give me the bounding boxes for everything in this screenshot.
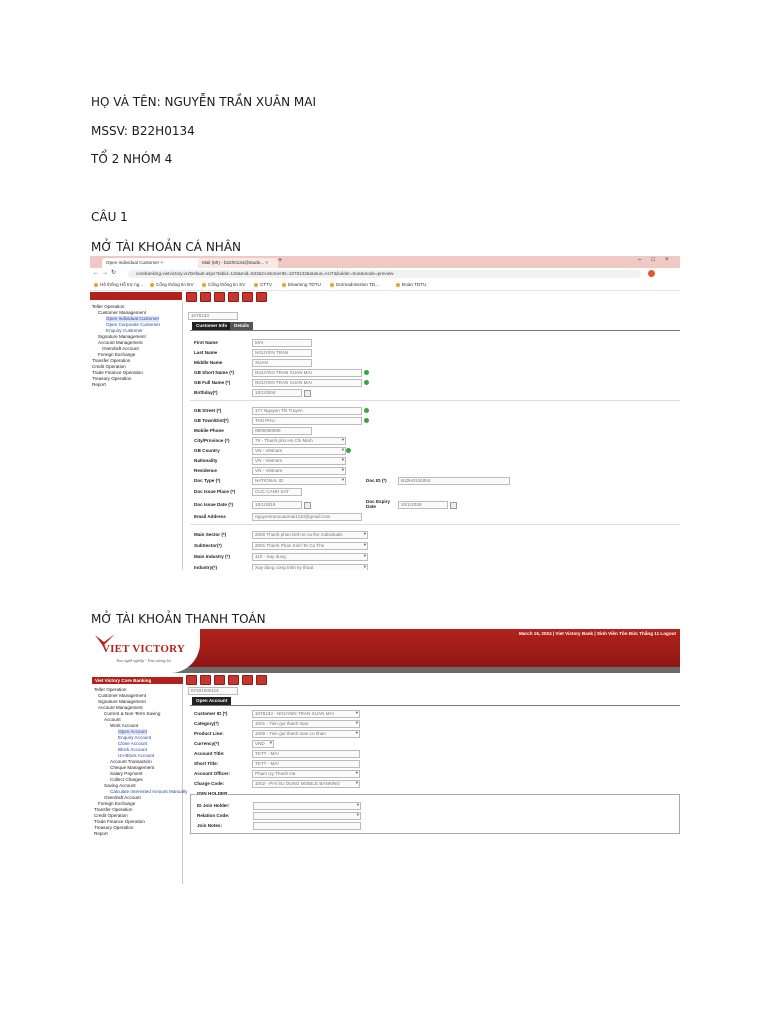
field-label: Short Title: xyxy=(194,761,219,766)
tree-item[interactable]: Current & Non-Term Saving Account xyxy=(104,711,161,722)
add-icon[interactable] xyxy=(364,408,369,413)
bookmark[interactable]: CTTV xyxy=(254,282,272,288)
field-label: SubSector(*) xyxy=(194,543,222,548)
doc-id-input[interactable]: B22H0134004 xyxy=(398,477,510,485)
tree-item[interactable]: Report xyxy=(92,382,106,387)
tree-item[interactable]: Transfer Operation xyxy=(94,807,133,812)
question-title: CÂU 1 xyxy=(91,210,128,224)
tree-item[interactable]: Open Corporate Customer xyxy=(106,322,161,327)
field-label: First Name xyxy=(194,340,218,345)
tree-item[interactable]: Customer Management xyxy=(98,693,147,698)
field-label: GB Street (*) xyxy=(194,408,222,413)
field-label: Nationality xyxy=(194,458,218,463)
tree-item[interactable]: Transfer Operation xyxy=(92,358,131,363)
tree-item[interactable]: Signature Management xyxy=(98,699,146,704)
join-holder-legend: JOIN HOLDER xyxy=(196,791,228,796)
tree-item[interactable]: Calculate Interested Amount Manually xyxy=(110,789,188,794)
logo: VIET VICTORY xyxy=(102,643,186,655)
tree-item[interactable]: Account Management xyxy=(98,705,143,710)
tab-customer-info[interactable]: Customer Info xyxy=(192,322,231,330)
gb-street-input[interactable]: 177 Nguyen Thi Truyen xyxy=(252,407,362,415)
field-label: GB Short Name (*) xyxy=(194,370,235,375)
tree-item[interactable]: Enquiry Account xyxy=(118,735,152,740)
student-name: HỌ VÀ TÊN: NGUYỄN TRẦN XUÂN MAI xyxy=(91,95,317,109)
field-label: ID Join Holder: xyxy=(197,803,230,808)
main-sector-select[interactable]: 2000 Thanh phan kinh te ca the Individuals ▾ xyxy=(252,531,368,539)
screenshot-open-account xyxy=(90,629,680,884)
edit-icon[interactable] xyxy=(214,292,225,302)
field-label: Doc Expiry Date xyxy=(366,499,390,509)
last-name-input[interactable]: NGUYEN TRAN xyxy=(252,349,312,357)
join-notes-input[interactable] xyxy=(253,822,361,830)
tree-item[interactable]: Salary Payment xyxy=(110,771,143,776)
tree-item[interactable]: Report xyxy=(94,831,108,836)
field-label: Last Name xyxy=(194,350,218,355)
doc-issue-date-input[interactable]: 10/1/2019 xyxy=(252,501,302,509)
tree-item[interactable]: Treasury Operation xyxy=(94,825,134,830)
search-icon[interactable] xyxy=(228,292,239,302)
add-icon[interactable] xyxy=(364,380,369,385)
field-label: Main Sector (*) xyxy=(194,532,227,537)
add-icon[interactable] xyxy=(364,418,369,423)
field-label: GB Full Name (*) xyxy=(194,380,231,385)
tree-item[interactable]: Signature Management xyxy=(98,334,146,339)
sidebar-tree xyxy=(90,302,183,570)
category-select[interactable]: 1001 - Tien gui thanh toan ▾ xyxy=(252,720,360,728)
tree-item[interactable]: Customer Management xyxy=(98,310,147,315)
bookmarks-bar xyxy=(90,280,680,291)
bookmark[interactable]: Dormadmission TD... xyxy=(330,282,379,288)
nationality-select[interactable]: VN - Vietnam ▾ xyxy=(252,457,346,465)
country-select[interactable]: VN - Vietnam ▾ xyxy=(252,447,346,455)
student-id: MSSV: B22H0134 xyxy=(91,124,195,138)
tree-item[interactable]: Enquiry Customer xyxy=(106,328,143,333)
doc-issue-place-input[interactable]: CUC CANH SAT xyxy=(252,488,302,496)
url-field[interactable]: corebanking.vietvictory.vn/Default.aspx?tabid=115&mid=533&CustomerID=1078133&status=AUT&bulder=true&mode=preview xyxy=(128,270,641,278)
tree-item[interactable]: Overdraft Account xyxy=(104,795,141,800)
field-label: Doc Type (*) xyxy=(194,478,221,483)
field-label: Relation Code: xyxy=(197,813,230,818)
tree-item[interactable]: Block Account xyxy=(118,747,147,752)
record-id-field[interactable]: 07101000101 xyxy=(188,687,238,695)
first-name-input[interactable]: MAI xyxy=(252,339,312,347)
field-label: GB Town/Dist(*) xyxy=(194,418,229,423)
calendar-icon[interactable] xyxy=(304,390,311,397)
city-select[interactable]: 79 - Thanh pho Ho Chi Minh ▾ xyxy=(252,437,346,445)
delete-icon[interactable] xyxy=(256,292,267,302)
field-label: GB Country xyxy=(194,448,220,453)
section1-heading: MỞ TÀI KHOẢN CÁ NHÂN xyxy=(91,240,242,254)
new-record-icon[interactable] xyxy=(186,675,197,685)
header-info: March 16, 2024 | Viet Victory Bank | Sinh Viên Tôn Đức Thắng 11 Logout xyxy=(518,631,676,636)
field-label: Email Address xyxy=(194,514,226,519)
field-label: Middle Name xyxy=(194,360,223,365)
tree-item[interactable]: Teller Operation xyxy=(94,687,127,692)
product-line-select[interactable]: 1000 - Tien gui thanh toan co khan ▾ xyxy=(252,730,360,738)
tree-item[interactable]: Account Transaction xyxy=(110,759,152,764)
gb-short-name-input[interactable]: NGUYEN TRAN XUAN MAI xyxy=(252,369,362,377)
save-icon[interactable] xyxy=(200,292,211,302)
tree-item[interactable]: Teller Operation xyxy=(92,304,125,309)
browser-tab-bar xyxy=(90,256,680,268)
join-holder-id-select[interactable] xyxy=(253,802,361,810)
calendar-icon[interactable] xyxy=(450,502,457,509)
tab-open-account[interactable]: Open Account xyxy=(192,697,231,705)
field-label: Main Industry (*) xyxy=(194,554,230,559)
browser-tab[interactable]: Open Individual Customer × xyxy=(102,258,202,268)
edit-icon[interactable] xyxy=(214,675,225,685)
delete-icon[interactable] xyxy=(256,675,267,685)
relation-code-select[interactable] xyxy=(253,812,361,820)
industry-select[interactable]: Xay dung cong trinh ky thuat ▾ xyxy=(252,564,368,570)
customer-id-field[interactable]: 1078133 xyxy=(188,312,238,320)
join-holder-fieldset xyxy=(190,791,680,834)
tree-item[interactable]: Collect Charges xyxy=(110,777,143,782)
doc-expiry-input[interactable]: 10/1/2029 xyxy=(398,501,448,509)
sidebar-header xyxy=(90,292,182,300)
residence-select[interactable]: VN - Vietnam ▾ xyxy=(252,467,346,475)
tree-item[interactable]: Un-Block Account xyxy=(118,753,155,758)
bookmark[interactable]: Hệ thống Hỗ trợ ng... xyxy=(94,282,143,288)
tree-item-open-account[interactable]: Open Account xyxy=(118,729,147,734)
field-label: Industry(*) xyxy=(194,565,217,570)
tree-item[interactable]: Saving Account xyxy=(104,783,136,788)
field-label: Customer ID (*) xyxy=(194,711,228,716)
gb-full-name-input[interactable]: NGUYEN TRAN XUAN MAI xyxy=(252,379,362,387)
new-record-icon[interactable] xyxy=(186,292,197,302)
print-icon[interactable] xyxy=(242,292,253,302)
add-icon[interactable] xyxy=(364,370,369,375)
doc-type-select[interactable]: NATIONAL ID ▾ xyxy=(252,477,346,485)
main-industry-select[interactable]: 110 - Xay dung ▾ xyxy=(252,553,368,561)
mobile-phone-input[interactable]: 0909090909 xyxy=(252,427,312,435)
search-icon[interactable] xyxy=(228,675,239,685)
window-controls-icon[interactable]: –□× xyxy=(638,257,679,263)
field-label: Account Title: xyxy=(194,751,225,756)
sidebar-title: Viet Victory Core Banking xyxy=(92,677,183,684)
field-label: City/Province (*) xyxy=(194,438,230,443)
tree-item[interactable]: Credit Operation xyxy=(92,364,126,369)
section-divider xyxy=(190,524,680,525)
field-label: Currency(*) xyxy=(194,741,220,746)
birthday-input[interactable]: 10/1/2004 xyxy=(252,389,302,397)
section2-heading: MỞ TÀI KHOẢN THANH TOÁN xyxy=(91,612,266,626)
field-label: Account Officer: xyxy=(194,771,230,776)
gb-town-input[interactable]: TAN PHU xyxy=(252,417,362,425)
tree-item[interactable]: Cheque Management xyxy=(110,765,155,770)
logo-area xyxy=(90,629,200,673)
bookmark[interactable]: Đoàn TDTU xyxy=(396,282,426,288)
section-divider xyxy=(190,400,680,401)
tab-underline xyxy=(190,330,680,331)
bookmark[interactable]: Cổng thông tin SV xyxy=(202,282,245,288)
tree-item[interactable]: Treasury Operation xyxy=(92,376,132,381)
short-title-input[interactable]: TKTT - MAI xyxy=(252,760,360,768)
currency-select[interactable]: VND ▾ xyxy=(252,740,274,748)
nav-arrows-icon[interactable]: ←→↻ xyxy=(93,270,120,276)
tree-item[interactable]: Overdraft Account xyxy=(102,346,139,351)
bookmark[interactable]: Elearning TDTU xyxy=(282,282,321,288)
middle-name-input[interactable]: XUAN xyxy=(252,359,312,367)
tab-details[interactable]: Details xyxy=(230,322,253,330)
tab-underline xyxy=(190,705,680,706)
print-icon[interactable] xyxy=(242,675,253,685)
tree-item[interactable]: Credit Operation xyxy=(94,813,128,818)
tree-item[interactable]: Account Management xyxy=(98,340,143,345)
tree-item[interactable]: Trade Finance Operation xyxy=(94,819,145,824)
tree-item[interactable]: Trade Finance Operation xyxy=(92,370,143,375)
group-line: TỔ 2 NHÓM 4 xyxy=(91,152,173,166)
sidebar-tree xyxy=(92,685,188,884)
save-icon[interactable] xyxy=(200,675,211,685)
screenshot-open-customer xyxy=(90,256,680,570)
tree-item-open-individual[interactable]: Open Individual Customer xyxy=(106,316,160,321)
customer-id-select[interactable]: 1078133 - NGUYEN TRAN XUAN MAI ▾ xyxy=(252,710,360,718)
subsector-select[interactable]: 2001 Thanh Phan Kinh Te Ca The ▾ xyxy=(252,542,368,550)
field-label: Residence xyxy=(194,468,217,473)
field-label: Charge Code: xyxy=(194,781,225,786)
field-label: Birthday(*) xyxy=(194,390,218,395)
account-officer-select[interactable]: Pham Uy Thanh Ha ▾ xyxy=(252,770,360,778)
field-label: Doc Issue Date (*) xyxy=(194,502,234,507)
logo-slogan: Trao nghề nghiệp - Trao tương lai xyxy=(116,658,171,663)
add-icon[interactable] xyxy=(346,448,351,453)
extension-icon[interactable] xyxy=(648,270,655,277)
calendar-icon[interactable] xyxy=(304,502,311,509)
tree-item[interactable]: Work Account xyxy=(110,723,139,728)
field-label: Doc ID (*) xyxy=(366,478,387,483)
email-input[interactable]: nguyentranxuanmai1110@gmail.com xyxy=(252,513,362,521)
bookmark[interactable]: Cổng thông tin ĐV xyxy=(150,282,194,288)
field-label: Mobile Phone xyxy=(194,428,224,433)
account-title-input[interactable]: TKTT - MAI xyxy=(252,750,360,758)
field-label: Join Notes: xyxy=(197,823,223,828)
tree-item[interactable]: Foreign Exchange xyxy=(98,801,136,806)
new-tab-icon[interactable]: + xyxy=(278,257,283,264)
tree-item[interactable]: Foreign Exchange xyxy=(98,352,136,357)
tree-item[interactable]: Close Account xyxy=(118,741,148,746)
field-label: Product Line: xyxy=(194,731,224,736)
field-label: Category(*) xyxy=(194,721,219,726)
charge-code-select[interactable]: 1002 - PHI SU DUNG MOBILE BANKING ▾ xyxy=(252,780,360,788)
browser-tab[interactable]: Mail (MI) - b22h0134@stude... × xyxy=(198,258,278,268)
field-label: Doc Issue Place (*) xyxy=(194,489,236,494)
